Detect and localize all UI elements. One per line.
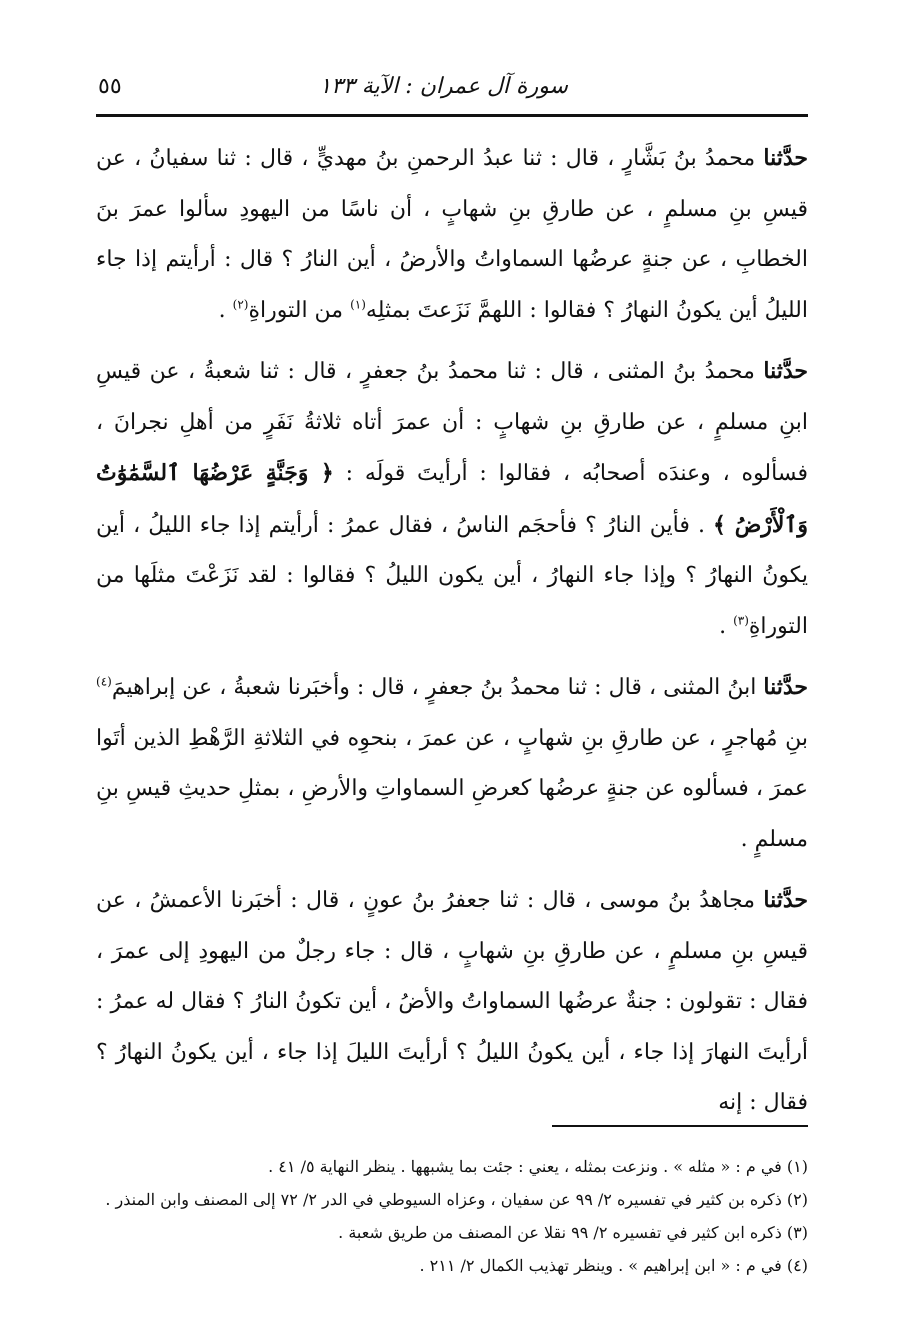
body-text	[96, 133, 808, 1129]
paragraph-text: محمدُ بنُ بَشَّارٍ ، قال : ثنا عبدُ الرحمنِ بنُ مهديٍّ ، قال : ثنا سفيانُ ، عن قيسِ بنِ مسلمٍ ، عن طارقِ بنِ شهابٍ ، أن ناسًا من اليهودِ سألوا عمرَ بنَ الخطابِ ، عن جنةٍ عرضُها السماواتُ والأرضُ ، أين النارُ ؟ قال : أرأيتم إذا جاء الليلُ أين يكونُ النهارُ ؟ فقالوا : اللهمَّ نَزَعتَ بمثلِه	[96, 146, 808, 323]
footnote-marker: (٤)	[96, 674, 112, 689]
footnote-3: (٣) ذكره ابن كثير في تفسيره ٢/ ٩٩ نقلا عن المصنف من طريق شعبة .	[338, 1223, 808, 1242]
paragraph-1	[96, 133, 808, 336]
paragraph-4	[96, 875, 808, 1129]
footnote-marker: (١)	[350, 297, 366, 312]
footnotes	[96, 1150, 808, 1282]
book-page	[96, 70, 808, 1300]
paragraph-2	[96, 346, 808, 652]
paragraph-lead: حدَّثنا	[763, 145, 808, 171]
footnote-4: (٤) في م : « ابن إبراهيم » . وينظر تهذيب الكمال ٢/ ٢١١ .	[419, 1256, 808, 1275]
paragraph-text: .	[218, 297, 233, 323]
paragraph-lead: حدَّثنا	[763, 358, 808, 384]
paragraph-text: من التوراةِ	[248, 297, 351, 323]
paragraph-3	[96, 662, 808, 865]
footnote-marker: (٢)	[232, 297, 249, 312]
paragraph-text: . فأين النارُ ؟ فأحجَم الناسُ ، فقال عمرُ : أرأيتم إذا جاء الليلُ ، أين يكونُ النهارُ ؟ وإذا جاء النهارُ ، أين يكون الليلُ ؟ فقالوا : لقد نَزَعْتَ مثلَها من التوراةِ	[96, 512, 808, 639]
paragraph-text: .	[719, 613, 734, 639]
footnote-marker: (٣)	[733, 613, 749, 628]
paragraph-text: مجاهدُ بنُ موسى ، قال : ثنا جعفرُ بنُ عونٍ ، قال : أخبَرنا الأعمشُ ، عن قيسِ بنِ مسلمٍ ، عن طارقِ بنِ شهابٍ ، قال : جاء رجلٌ من اليهودِ إلى عمرَ ، فقال : تقولون : جنةٌ عرضُها السماواتُ والأضُ ، أين تكونُ النارُ ؟ فقال له عمرُ : أرأيتَ النهارَ إذا جاء ، أين يكونُ الليلُ ؟ أرأيتَ الليلَ إذا جاء ، أين يكونُ النهارُ ؟ فقال : إنه	[96, 888, 808, 1115]
page-header	[96, 70, 808, 117]
paragraph-lead: حدَّثنا	[763, 887, 808, 913]
footnote-separator	[552, 1125, 808, 1127]
footnote-1: (١) في م : « مثله » . ونزعت بمثله ، يعني : جئت بما يشبهها . ينظر النهاية ٥/ ٤١ .	[268, 1157, 808, 1176]
paragraph-text: بنِ مُهاجرٍ ، عن طارقِ بنِ شهابٍ ، عن عمرَ ، بنحوِه في الثلاثةِ الرَّهْطِ الذين أتَوا عمرَ ، فسألوه عن جنةٍ عرضُها كعرضِ السماواتِ والأرضِ ، بمثلِ حديثِ قيسِ بنِ مسلمٍ .	[96, 725, 808, 852]
paragraph-text: ابنُ المثنى ، قال : ثنا محمدُ بنُ جعفرٍ ، قال : وأخبَرنا شعبةُ ، عن إبراهيمَ	[111, 675, 764, 700]
running-title: سورة آل عمران : الآية ١٣٣	[319, 74, 568, 99]
footnote-2: (٢) ذكره بن كثير في تفسيره ٢/ ٩٩ عن سفيان ، وعزاه السيوطي في الدر ٢/ ٧٢ إلى المصنف وابن المنذر .	[105, 1190, 808, 1209]
page-number: ٥٥	[98, 74, 122, 99]
paragraph-text: محمدُ بنُ المثنى ، قال : ثنا محمدُ بنُ جعفرٍ ، قال : ثنا شعبةُ ، عن قيسِ ابنِ مسلمٍ ، عن طارقِ بنِ شهابٍ : أن عمرَ أتاه ثلاثةُ نَفَرٍ من أهلِ نجرانَ ، فسألوه ، وعندَه أصحابُه ، فقالوا : أرأيتَ قولَه :	[96, 359, 808, 486]
quran-quote: ﴿ وَجَنَّةٍ عَرْضُهَا ٱلسَّمَٰوَٰتُ وَٱلْأَرْضُ ﴾	[96, 460, 808, 538]
paragraph-lead: حدَّثنا	[763, 674, 808, 700]
